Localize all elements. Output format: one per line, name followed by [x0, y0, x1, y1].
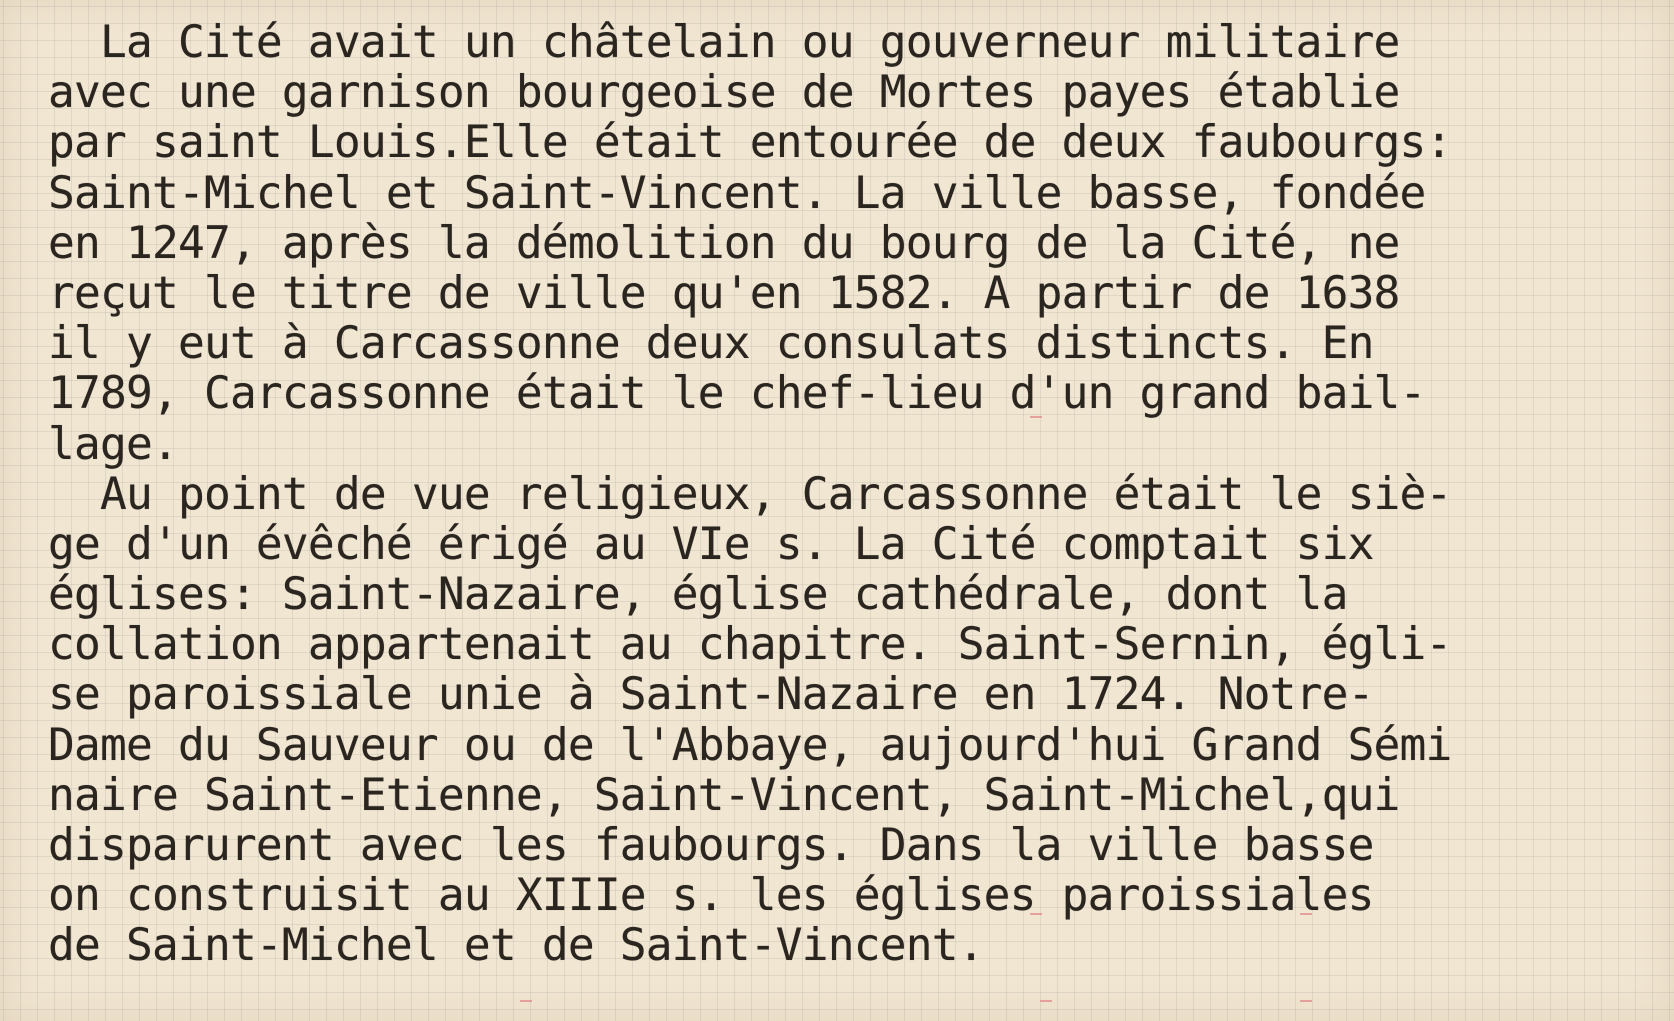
text-line: on construisit au XIIIe s. les églises paroissiales	[48, 870, 1374, 922]
text-line: Dame du Sauveur ou de l'Abbaye, aujourd'hui Grand Sémi	[48, 719, 1452, 771]
text-line: 1789, Carcassonne était le chef-lieu d'un grand bail-	[48, 368, 1426, 420]
text-line: La Cité avait un châtelain ou gouverneur militaire	[48, 17, 1400, 68]
text-line: reçut le titre de ville qu'en 1582. A partir de 1638	[48, 267, 1400, 319]
text-line: naire Saint-Etienne, Saint-Vincent, Saint-Michel,qui	[48, 769, 1400, 821]
text-line: par saint Louis.Elle était entourée de deux faubourgs:	[48, 117, 1452, 169]
text-line: lage.	[48, 418, 178, 470]
text-line: se paroissiale unie à Saint-Nazaire en 1724. Notre-	[48, 669, 1374, 721]
text-line: collation appartenait au chapitre. Saint-Sernin, égli-	[48, 619, 1452, 671]
text-line: en 1247, après la démolition du bourg de la Cité, ne	[48, 217, 1400, 269]
text-line: de Saint-Michel et de Saint-Vincent.	[48, 920, 984, 972]
text-line: Saint-Michel et Saint-Vincent. La ville basse, fondée	[48, 167, 1426, 219]
grid-tick-mark	[1040, 1000, 1052, 1002]
text-line: avec une garnison bourgeoise de Mortes payes établie	[48, 67, 1400, 119]
grid-tick-mark	[1300, 1000, 1312, 1002]
text-line: ge d'un évêché érigé au VIe s. La Cité comptait six	[48, 518, 1374, 570]
text-line: Au point de vue religieux, Carcassonne était le siè-	[48, 468, 1452, 520]
text-line: églises: Saint-Nazaire, église cathédrale, dont la	[48, 569, 1348, 621]
grid-tick-mark	[520, 1000, 532, 1002]
typed-text-body	[48, 18, 1658, 972]
text-line: il y eut à Carcassonne deux consulats distincts. En	[48, 318, 1374, 370]
text-line: disparurent avec les faubourgs. Dans la ville basse	[48, 820, 1374, 871]
